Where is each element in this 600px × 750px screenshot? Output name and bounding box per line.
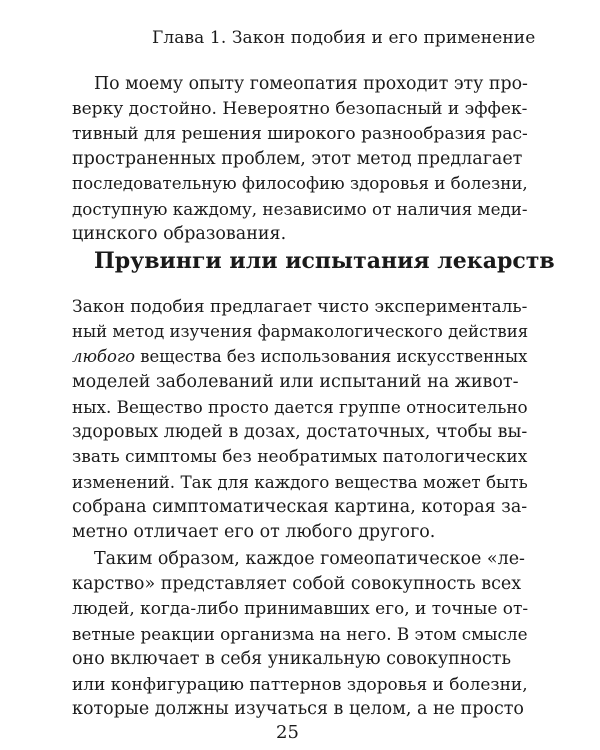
paragraph-3-line: которые должны изучаться в целом, а не просто: [72, 699, 524, 719]
paragraph-3-line: ветные реакции организма на него. В этом смысле: [72, 624, 528, 644]
paragraph-2-line: ных. Вещество просто дается группе относительно: [72, 397, 528, 417]
paragraph-3-line: или конфигурацию паттернов здоровья и болезни,: [72, 674, 528, 694]
paragraph-1-line: пространенных проблем, этот метод предлагает: [72, 149, 523, 169]
page-number: 25: [276, 722, 299, 743]
running-header: Глава 1. Закон подобия и его применение: [152, 28, 536, 48]
paragraph-2-line: здоровых людей в дозах, достаточных, чтобы вы-: [72, 422, 528, 442]
paragraph-1-line: последовательную философию здоровья и болезни,: [72, 174, 528, 193]
paragraph-3-line: людей, когда-либо принимавших его, и точные от-: [72, 599, 529, 619]
paragraph-2-line: звать симптомы без необратимых патологических: [72, 447, 528, 467]
paragraph-2-line: ный метод изучения фармакологического действия: [72, 322, 529, 341]
paragraph-1-line: По моему опыту гомеопатия проходит эту про-: [94, 74, 528, 94]
emphasis-text: любого: [72, 347, 136, 366]
paragraph-2-line: изменений. Так для каждого вещества может быть: [72, 472, 528, 492]
paragraph-3-line: оно включает в себя уникальную совокупность: [72, 649, 511, 669]
paragraph-1-line: цинского образования.: [72, 224, 287, 244]
paragraph-3-line: карство» представляет собой совокупность всех: [72, 574, 522, 594]
section-heading: Прувинги или испытания лекарств: [94, 248, 555, 274]
paragraph-2-line: [72, 346, 527, 368]
paragraph-3-line: Таким образом, каждое гомеопатическое «ле-: [94, 549, 525, 569]
paragraph-1-line: верку достойно. Невероятно безопасный и эффек-: [72, 99, 528, 119]
paragraph-2-line: Закон подобия предлагает чисто эксперименталь-: [72, 297, 528, 317]
paragraph-2-line: моделей заболеваний или испытаний на живот-: [72, 372, 519, 392]
paragraph-2-line: метно отличает его от любого другого.: [72, 522, 436, 542]
paragraph-1-line: доступную каждому, независимо от наличия меди-: [72, 199, 528, 219]
paragraph-2-line: собрана симптоматическая картина, которая за-: [72, 497, 528, 517]
line-text: вещества без использования искусственных: [135, 347, 528, 366]
paragraph-1-line: тивный для решения широкого разнообразия рас-: [72, 124, 528, 144]
